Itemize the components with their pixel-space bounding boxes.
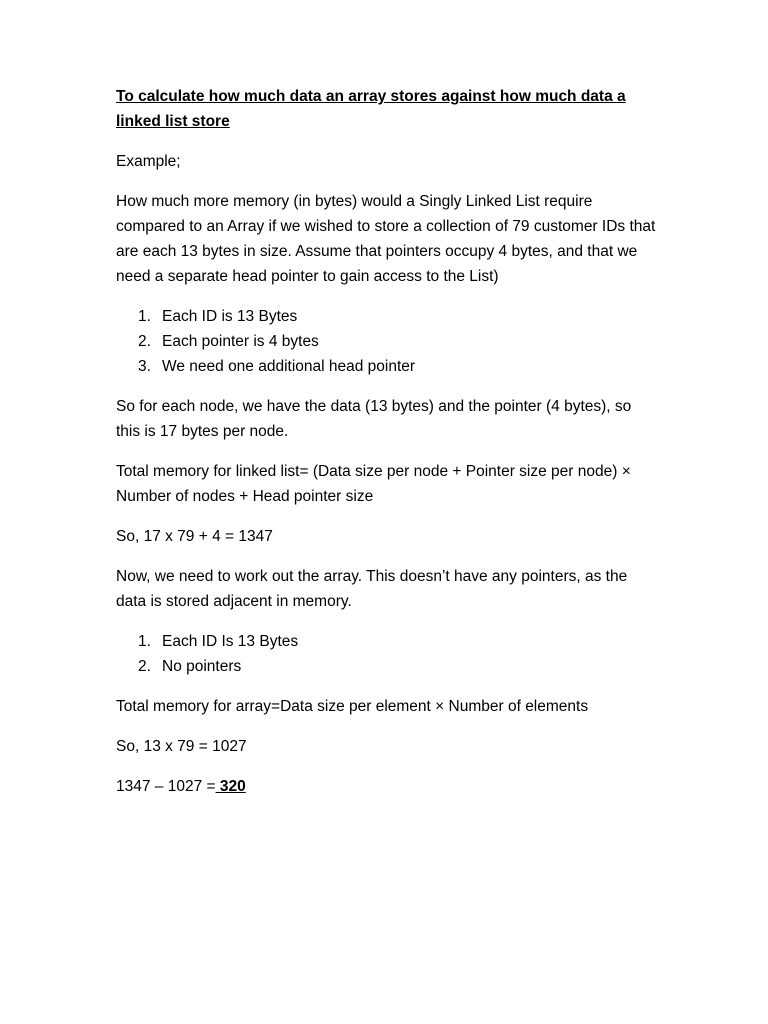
difference-prefix: 1347 – 1027 = <box>116 778 216 795</box>
question-paragraph: How much more memory (in bytes) would a Singly Linked List require compared to an Array if we wished to store a collection of 79 customer IDs that are each 13 bytes in size. Assume that pointers occupy 4 bytes, and that we need a separate head pointer to gain access to the List) <box>116 193 656 285</box>
linked-list-calculation: So, 17 x 79 + 4 = 1347 <box>116 528 273 545</box>
list-number: 2. <box>138 333 151 350</box>
document-title <box>116 84 656 134</box>
title-line-1: To calculate how much data an array stores against how much data a <box>116 88 626 105</box>
list-item <box>116 304 656 329</box>
list-text: Each pointer is 4 bytes <box>162 333 319 350</box>
array-calculation: So, 13 x 79 = 1027 <box>116 738 247 755</box>
difference-line <box>116 774 656 799</box>
list-number: 1. <box>138 308 151 325</box>
difference-answer: 320 <box>215 778 246 795</box>
array-formula: Total memory for array=Data size per element × Number of elements <box>116 698 589 715</box>
example-label: Example; <box>116 153 181 170</box>
list-number: 3. <box>138 358 151 375</box>
title-line-2: linked list store <box>116 113 230 130</box>
node-size-paragraph: So for each node, we have the data (13 bytes) and the pointer (4 bytes), so this is 17 bytes per node. <box>116 398 632 440</box>
list-text: Each ID is 13 Bytes <box>162 308 298 325</box>
list-text: No pointers <box>162 658 242 675</box>
list-item <box>116 654 656 679</box>
list-number: 1. <box>138 633 151 650</box>
list-text: We need one additional head pointer <box>162 358 416 375</box>
list-text: Each ID Is 13 Bytes <box>162 633 299 650</box>
list-item <box>116 354 656 379</box>
list-item <box>116 629 656 654</box>
linked-list-facts <box>116 304 656 379</box>
array-intro-paragraph: Now, we need to work out the array. This doesn’t have any pointers, as the data is stored adjacent in memory. <box>116 568 628 610</box>
document-page <box>116 84 656 814</box>
linked-list-formula: Total memory for linked list= (Data size per node + Pointer size per node) × Number of nodes + Head pointer size <box>116 463 631 505</box>
list-item <box>116 329 656 354</box>
array-facts <box>116 629 656 679</box>
list-number: 2. <box>138 658 151 675</box>
